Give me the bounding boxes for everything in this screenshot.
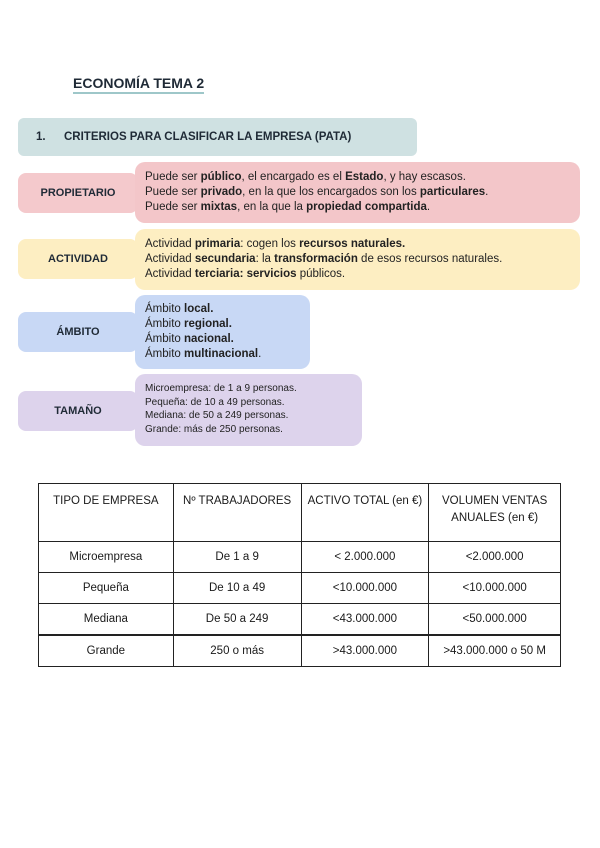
desc-line: Microempresa: de 1 a 9 personas. (145, 383, 297, 394)
table-cell: De 1 a 9 (173, 542, 301, 573)
table-cell: Mediana (39, 604, 174, 636)
table-header: TIPO DE EMPRESA (39, 484, 174, 542)
desc-line: Mediana: de 50 a 249 personas. (145, 410, 289, 421)
label-ambito: ÁMBITO (18, 312, 138, 352)
desc-line: Ámbito regional. (145, 318, 232, 330)
table-cell: 250 o más (173, 635, 301, 667)
table-row (39, 573, 561, 604)
table-cell: <10.000.000 (429, 573, 561, 604)
table-cell: Pequeña (39, 573, 174, 604)
table-header: ACTIVO TOTAL (en €) (301, 484, 429, 542)
desc-line: Puede ser mixtas, en la que la propiedad compartida. (145, 201, 431, 213)
section-heading (18, 118, 417, 156)
table-header: VOLUMEN VENTAS ANUALES (en €) (429, 484, 561, 542)
table-cell: >43.000.000 (301, 635, 429, 667)
label-tamano: TAMAÑO (18, 391, 138, 431)
desc-line: Ámbito multinacional. (145, 348, 262, 360)
desc-line: Ámbito local. (145, 303, 214, 315)
desc-tamano (135, 374, 362, 446)
desc-line: Puede ser público, el encargado es el Estado, y hay escasos. (145, 171, 466, 183)
table-row (39, 604, 561, 636)
label-propietario: PROPIETARIO (18, 173, 138, 213)
desc-actividad (135, 229, 580, 290)
table-cell: <10.000.000 (301, 573, 429, 604)
table-cell: <50.000.000 (429, 604, 561, 636)
table-row (39, 542, 561, 573)
table-cell: <2.000.000 (429, 542, 561, 573)
desc-line: Actividad primaria: cogen los recursos naturales. (145, 238, 406, 250)
table-cell: >43.000.000 o 50 M (429, 635, 561, 667)
desc-line: Grande: más de 250 personas. (145, 423, 283, 435)
label-actividad: ACTIVIDAD (18, 239, 138, 279)
section-number: 1. (36, 131, 46, 143)
company-size-table (38, 483, 561, 667)
table-header: Nº TRABAJADORES (173, 484, 301, 542)
table-cell: Grande (39, 635, 174, 667)
desc-propietario (135, 162, 580, 223)
desc-line: Actividad secundaria: la transformación de esos recursos naturales. (145, 253, 503, 265)
desc-line: Puede ser privado, en la que los encargados son los particulares. (145, 186, 489, 198)
section-text: CRITERIOS PARA CLASIFICAR LA EMPRESA (PATA) (64, 131, 352, 143)
document-title: ECONOMÍA TEMA 2 (73, 75, 204, 94)
table-row (39, 635, 561, 667)
table-cell: De 50 a 249 (173, 604, 301, 636)
table-cell: Microempresa (39, 542, 174, 573)
desc-line: Ámbito nacional. (145, 333, 234, 345)
desc-line: Pequeña: de 10 a 49 personas. (145, 396, 285, 408)
table-cell: < 2.000.000 (301, 542, 429, 573)
desc-line: Actividad terciaria: servicios públicos. (145, 268, 346, 280)
table-cell: <43.000.000 (301, 604, 429, 636)
table-cell: De 10 a 49 (173, 573, 301, 604)
desc-ambito (135, 295, 310, 369)
